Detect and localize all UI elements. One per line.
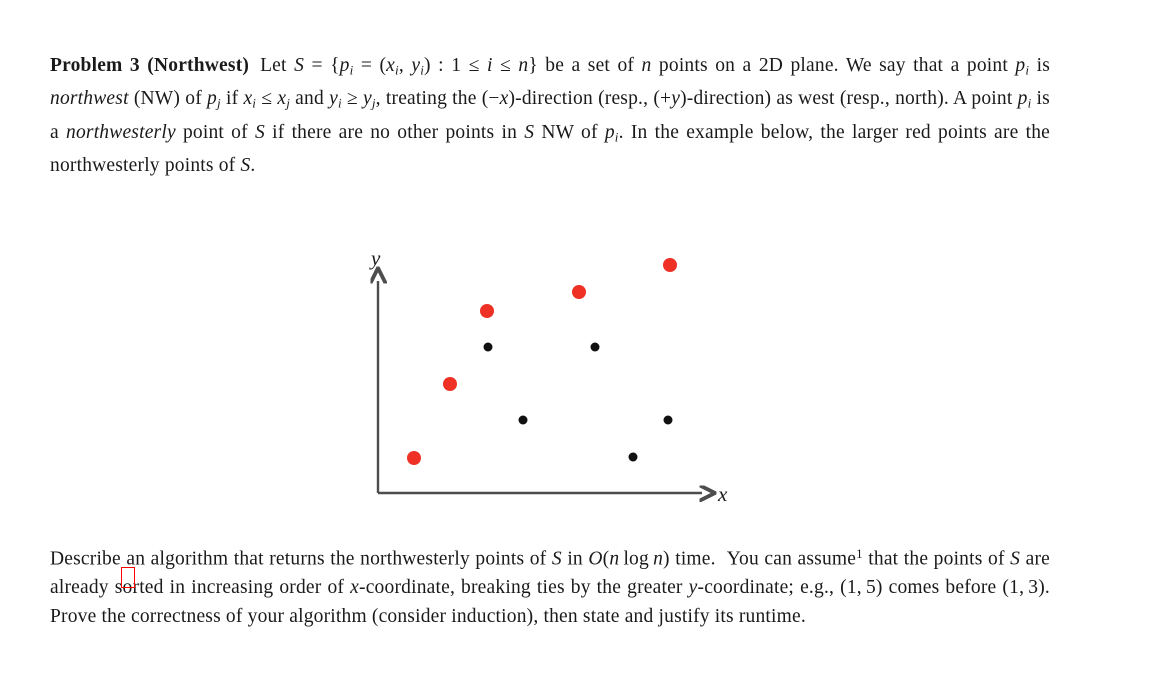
data-point-dominated <box>484 343 493 352</box>
math-S-1: S <box>294 55 305 76</box>
math-2d: 2D <box>758 55 784 76</box>
math-sub-j-2: j <box>286 95 291 111</box>
math-sub-i-7: i <box>1027 95 1032 111</box>
y-axis-label: y <box>371 246 381 270</box>
northwesterly-points-figure <box>360 235 750 520</box>
math-S-3: S <box>524 121 535 143</box>
data-point-northwesterly <box>443 377 457 391</box>
footnote-marker: 1 <box>856 547 863 561</box>
math-sub-j-1: j <box>217 95 221 111</box>
paragraph-2-text: Describe an algorithm that returns the northwesterly points of S in O(n log n) time. You can assume$^1$ that the points of S are already sorted in increasing order of x-coordinate, breaking ties by the greater y-coordinate; e.g., (1, 5) comes before (1, 3). Prove the correctness of your algorithm (consider induction), then state and justify its runtime. <box>50 547 1050 627</box>
x-axis-label: x <box>718 482 728 506</box>
problem-heading: Problem 3 (Northwest) <box>50 55 250 76</box>
footnote-link[interactable] <box>856 549 863 570</box>
math-sub-i-4: i <box>1025 62 1030 78</box>
math-sub-j-3: j <box>371 95 376 111</box>
math-log-1: log <box>623 548 649 570</box>
paragraph-1-text: Problem 3 (Northwest) Let $S = \{p_i = (x_i$, $y_i$) : 1 ≤ i ≤ n} be a set of n points on a 2D plane. We say that a point $p_i$ is northwest (NW) of $p_j$ if $x_i \le x_j$ and $y_i \ge y_j$, treating the (−x)-direction (resp., (+y)-direction) as west (resp., north). A point $p_i$ is a northwesterly point of S if there are no other points in S NW of $p_i$. In the example below, the larger red points are the northwesterly points of S. <box>50 55 1051 176</box>
emphasis-northwesterly: northwesterly <box>66 121 176 143</box>
math-one-2: 1 <box>846 577 857 599</box>
figure-axes <box>378 281 702 493</box>
math-S-2: S <box>254 121 265 143</box>
math-n-3: n <box>609 548 620 570</box>
math-sub-i-6: i <box>337 95 342 111</box>
math-minus-1: − <box>488 88 500 110</box>
math-n-1: n <box>518 55 529 76</box>
math-O-1: O <box>588 548 603 570</box>
footnote-link-highlight-box[interactable] <box>121 567 135 588</box>
emphasis-northwest: northwest <box>50 88 129 110</box>
math-p-4: p <box>1017 88 1028 110</box>
math-x-1: x <box>386 55 396 76</box>
math-one-1: 1 <box>451 55 462 76</box>
data-point-northwesterly <box>407 451 421 465</box>
math-le-2: ≤ <box>500 55 511 76</box>
data-point-dominated <box>591 343 600 352</box>
math-sub-i-3: i <box>420 62 425 78</box>
math-S-5: S <box>551 548 562 570</box>
data-point-dominated <box>664 416 673 425</box>
math-le-1: ≤ <box>468 55 480 76</box>
math-plus-1: + <box>660 88 672 110</box>
data-point-dominated <box>519 416 528 425</box>
math-five-1: 5 <box>865 577 876 599</box>
data-point-northwesterly <box>572 285 586 299</box>
math-p-3: p <box>207 88 217 110</box>
data-points-group <box>407 258 677 465</box>
math-ge-1: ≥ <box>346 88 358 110</box>
math-y-3: y <box>362 88 372 110</box>
math-x-5: x <box>350 577 360 599</box>
math-S-6: S <box>1010 548 1021 570</box>
math-y-4: y <box>671 88 681 110</box>
math-sub-i-5: i <box>252 95 257 111</box>
math-y-2: y <box>329 88 338 110</box>
problem-statement-paragraph-1 <box>50 52 1050 180</box>
math-x-2: x <box>243 88 253 110</box>
math-p-5: p <box>604 121 615 143</box>
math-i-1: i <box>486 55 493 76</box>
problem-statement-paragraph-2 <box>50 540 1050 631</box>
math-S-4: S <box>240 154 251 176</box>
math-sub-i-1: i <box>349 62 354 78</box>
math-one-3: 1 <box>1009 577 1020 599</box>
math-three-1: 3 <box>1028 577 1039 599</box>
math-x-3: x <box>277 88 287 110</box>
math-sub-i-2: i <box>395 62 399 78</box>
math-p-1: p <box>339 55 350 76</box>
math-le-3: ≤ <box>261 88 273 110</box>
math-x-4: x <box>499 88 509 110</box>
data-point-northwesterly <box>480 304 494 318</box>
math-y-5: y <box>688 577 698 599</box>
data-point-dominated <box>629 453 638 462</box>
math-p-2: p <box>1015 55 1026 76</box>
data-point-northwesterly <box>663 258 677 272</box>
math-n-2: n <box>641 55 652 76</box>
math-n-4: n <box>653 548 664 570</box>
math-y-1: y <box>411 55 421 76</box>
math-sub-i-8: i <box>614 129 619 145</box>
